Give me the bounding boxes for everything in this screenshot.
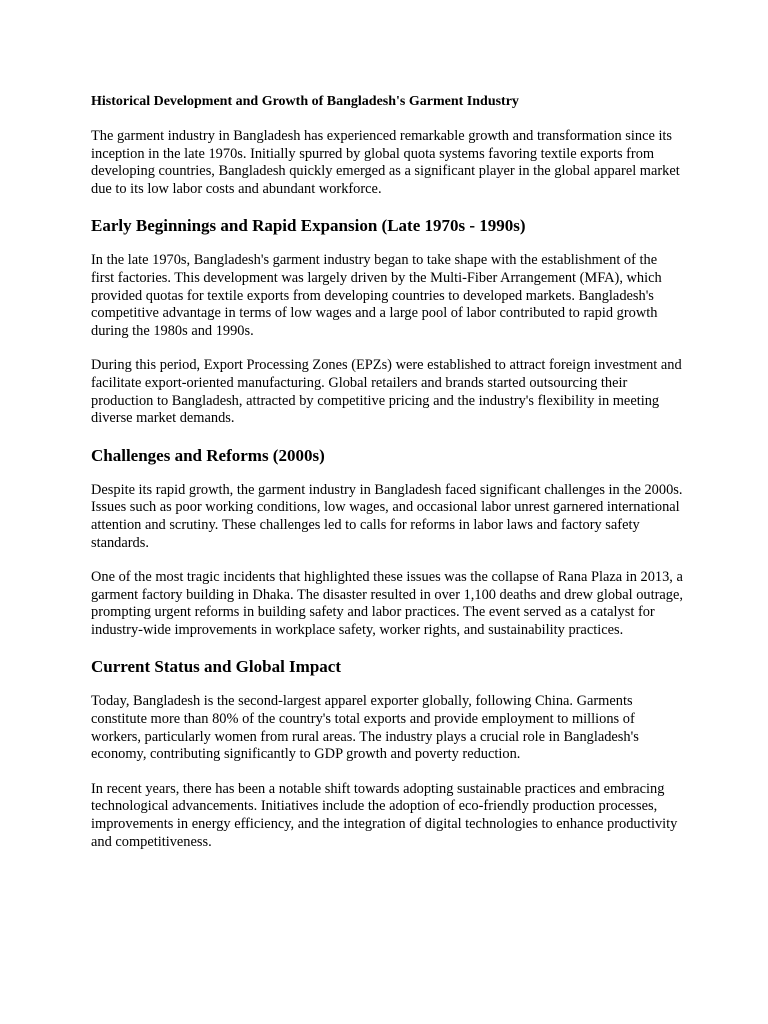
section-current-status: [91, 656, 683, 851]
paragraph: Today, Bangladesh is the second-largest apparel exporter globally, following China. Garments constitute more than 80% of the country's total exports and provide employment to millions of workers, particularly women from rural areas. The industry plays a crucial role in Bangladesh's economy, contributing significantly to GDP growth and poverty reduction.: [91, 693, 639, 763]
document-page: [91, 92, 683, 868]
paragraph: Despite its rapid growth, the garment industry in Bangladesh faced significant challenges in the 2000s. Issues such as poor working conditions, low wages, and occasional labor unrest garnered international attention and scrutiny. These challenges led to calls for reforms in labor laws and factory safety standards.: [91, 481, 683, 551]
section-heading: Challenges and Reforms (2000s): [91, 445, 325, 465]
paragraph: In the late 1970s, Bangladesh's garment industry began to take shape with the establishment of the first factories. This development was largely driven by the Multi-Fiber Arrangement (MFA), which provided quotas for textile exports from developing countries to developed markets. Bangladesh's competitive advantage in terms of low wages and a large pool of labor contributed to rapid growth during the 1980s and 1990s.: [91, 252, 662, 339]
paragraph: One of the most tragic incidents that highlighted these issues was the collapse of Rana Plaza in 2013, a garment factory building in Dhaka. The disaster resulted in over 1,100 deaths and drew global outrage, prompting urgent reforms in building safety and labor practices. The event served as a catalyst for industry-wide improvements in workplace safety, worker rights, and sustainability practices.: [91, 569, 683, 638]
section-heading: Current Status and Global Impact: [91, 657, 341, 677]
paragraph: During this period, Export Processing Zones (EPZs) were established to attract foreign investment and facilitate export-oriented manufacturing. Global retailers and brands started outsourcing their production to Bangladesh, attracted by competitive pricing and the industry's flexibility in meeting diverse market demands.: [91, 357, 682, 427]
section-challenges-reforms: [91, 445, 683, 640]
document-title: Historical Development and Growth of Bangladesh's Garment Industry: [91, 94, 519, 109]
section-early-beginnings: [91, 215, 683, 427]
paragraph: In recent years, there has been a notable shift towards adopting sustainable practices and embracing technological advancements. Initiatives include the adoption of eco-friendly production processes, improvements in energy efficiency, and the integration of digital technologies to enhance productivity and competitiveness.: [91, 780, 678, 850]
intro-paragraph: The garment industry in Bangladesh has experienced remarkable growth and transformation since its inception in the late 1970s. Initially spurred by global quota systems favoring textile exports from developing countries, Bangladesh quickly emerged as a significant player in the global apparel market due to its low labor costs and abundant workforce.: [91, 128, 680, 197]
section-heading: Early Beginnings and Rapid Expansion (Late 1970s - 1990s): [91, 216, 526, 236]
